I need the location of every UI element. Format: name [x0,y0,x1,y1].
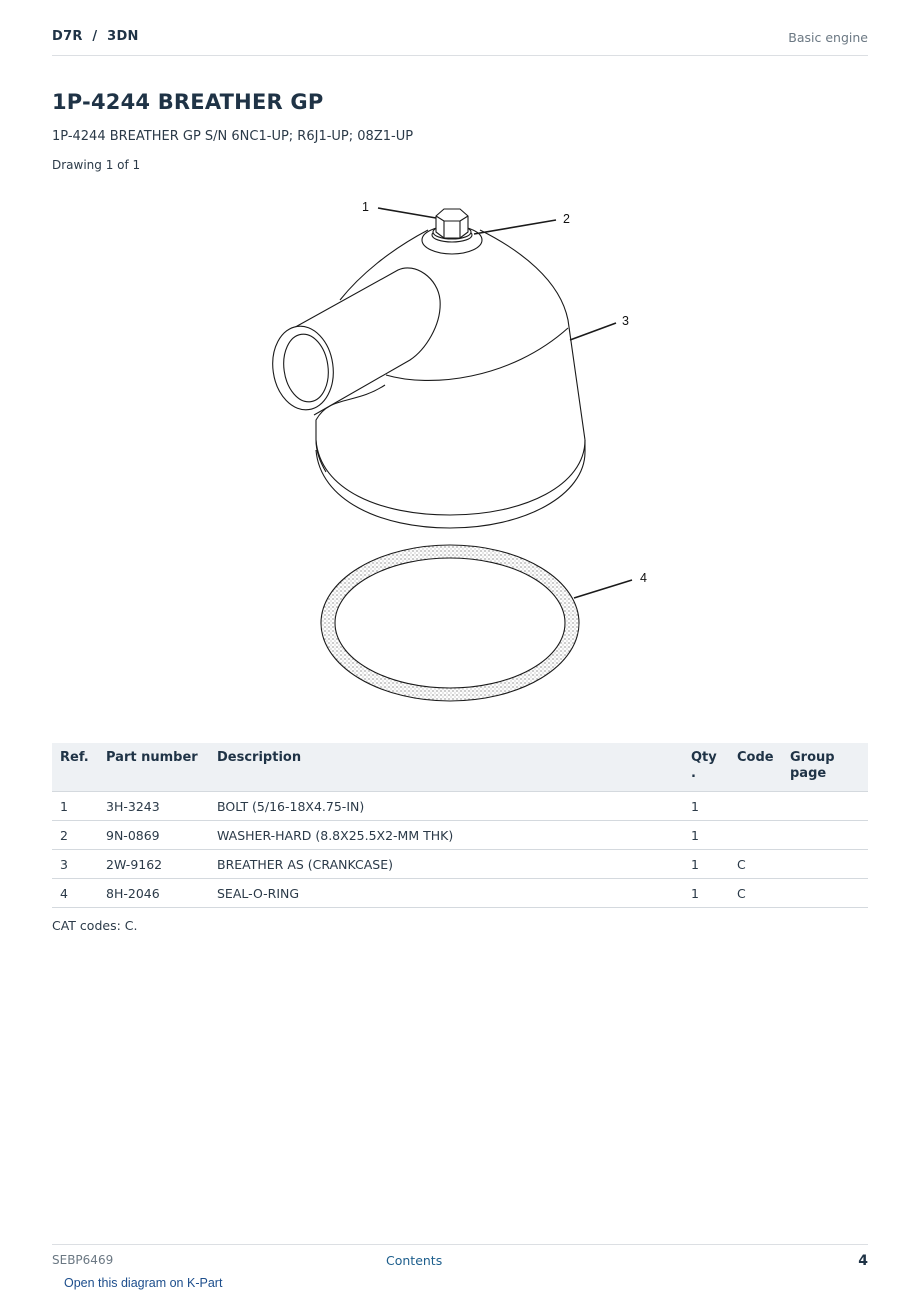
row-code: C [729,879,782,908]
row-ref: 1 [52,792,98,821]
row-qty: 1 [683,821,729,850]
table-row [52,850,868,879]
page-subtitle: 1P-4244 BREATHER GP S/N 6NC1-UP; R6J1-UP; 08Z1-UP [52,129,414,144]
row-ref: 4 [52,879,98,908]
callout-4: 4 [640,571,647,585]
row-code: C [729,850,782,879]
callout-3: 3 [622,314,629,328]
table-row [52,821,868,850]
table-row [52,792,868,821]
row-part-number: 8H-2046 [98,879,209,908]
breather-exploded-diagram [240,190,680,720]
header-qty: Qty . [683,743,729,792]
o-ring-seal [321,545,579,701]
row-group-page [782,821,868,850]
header-part-number: Part number [98,743,209,792]
row-qty: 1 [683,792,729,821]
breather-outlet-tube [267,268,440,415]
header-description: Description [209,743,683,792]
row-part-number: 3H-3243 [98,792,209,821]
row-qty: 1 [683,879,729,908]
row-ref: 2 [52,821,98,850]
open-in-kpart-link[interactable]: Open this diagram on K-Part [64,1276,223,1290]
row-qty: 1 [683,850,729,879]
row-part-number: 9N-0869 [98,821,209,850]
drawing-count: Drawing 1 of 1 [52,158,141,172]
row-description: BREATHER AS (CRANKCASE) [209,850,683,879]
row-group-page [782,850,868,879]
page-title: 1P-4244 BREATHER GP [52,90,324,114]
document-id: SEBP6469 [52,1253,114,1267]
page-footer [52,1244,868,1274]
callout-1: 1 [362,200,369,214]
row-description: WASHER-HARD (8.8X25.5X2-MM THK) [209,821,683,850]
bolt-head [436,209,468,238]
row-description: SEAL-O-RING [209,879,683,908]
breather-body [316,226,585,528]
callout-2: 2 [563,212,570,226]
table-row [52,879,868,908]
row-description: BOLT (5/16-18X4.75-IN) [209,792,683,821]
page-header [52,29,868,56]
row-group-page [782,879,868,908]
section-label: Basic engine [788,30,868,45]
parts-table-header [52,743,868,792]
header-group-page: Group page [782,743,868,792]
breadcrumb: D7R / 3DN [52,29,139,44]
row-part-number: 2W-9162 [98,850,209,879]
contents-link[interactable]: Contents [386,1253,443,1268]
cat-codes-note: CAT codes: C. [52,918,138,933]
header-ref: Ref. [52,743,98,792]
parts-table [52,743,868,908]
row-ref: 3 [52,850,98,879]
page-number: 4 [858,1253,868,1269]
row-code [729,821,782,850]
header-code: Code [729,743,782,792]
row-group-page [782,792,868,821]
row-code [729,792,782,821]
